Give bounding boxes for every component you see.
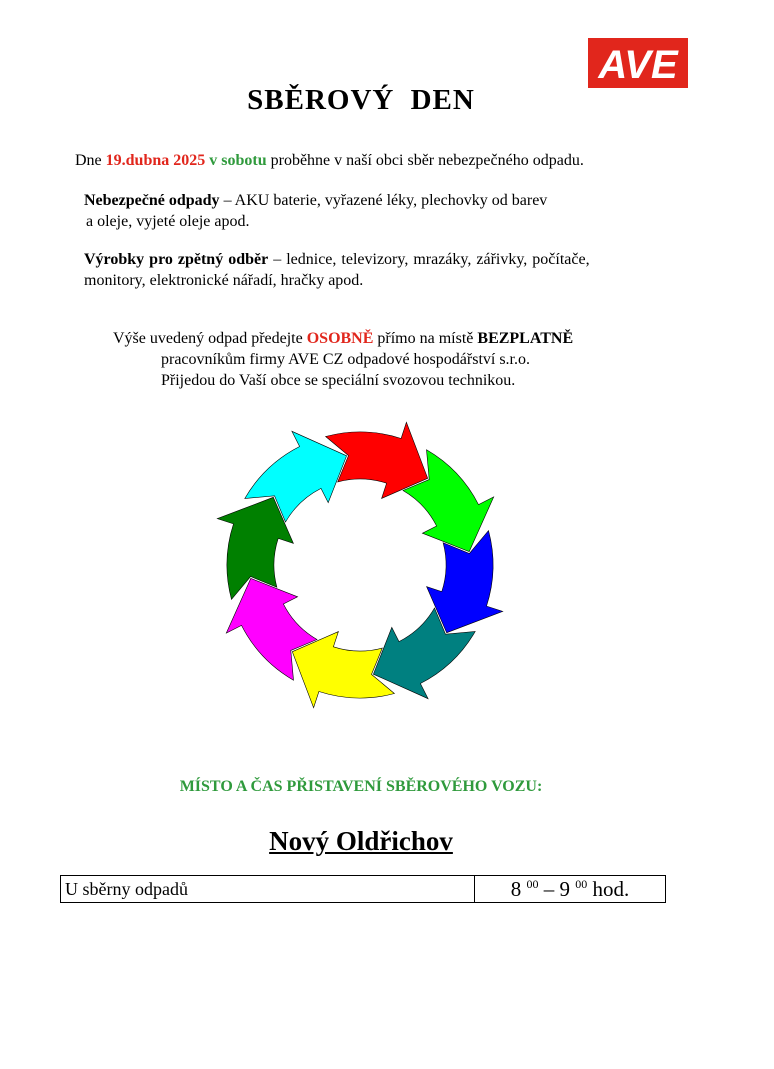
returnable-label: Výrobky pro zpětný odběr <box>84 251 269 268</box>
logo-text: AVE <box>598 43 678 87</box>
ave-logo <box>588 38 688 88</box>
handover-personally: OSOBNĚ <box>306 330 374 347</box>
town-name: Nový Oldřichov <box>269 826 453 856</box>
hazardous-label: Nebezpečné odpady <box>84 192 220 209</box>
schedule-table <box>60 875 666 903</box>
hazardous-line-1 <box>84 190 547 211</box>
intro-pre: Dne <box>75 152 106 169</box>
time-from-minutes: 00 <box>526 876 539 891</box>
time-to-minutes: 00 <box>575 876 588 891</box>
hazardous-text-1: – AKU baterie, vyřazené léky, plechovky od barev <box>219 192 548 209</box>
recycle-arrows-icon <box>200 420 520 710</box>
returnable-line-1 <box>84 249 590 270</box>
handover-pre: Výše uvedený odpad předejte <box>113 330 307 347</box>
place-time-heading: MÍSTO A ČAS PŘISTAVENÍ SBĚROVÉHO VOZU: <box>179 778 543 795</box>
handover-mid: přímo na místě <box>373 330 478 347</box>
collection-date: 19.dubna 2025 <box>105 152 206 169</box>
time-to-hour: 9 <box>559 876 570 901</box>
hazardous-line-2: a oleje, vyjeté oleje apod. <box>86 213 250 230</box>
returnable-text-1: – lednice, televizory, mrazáky, zářivky, počítače, <box>268 251 590 268</box>
time-from-hour: 8 <box>510 876 522 901</box>
handover-line-3: Přijedou do Vaší obce se speciální svozovou technikou. <box>161 372 516 389</box>
collection-day: v sobotu <box>205 152 267 169</box>
intro-line <box>75 150 584 171</box>
time-unit: hod. <box>587 876 630 901</box>
page-title: SBĚROVÝ DEN <box>247 84 475 116</box>
handover-line-1 <box>113 328 573 349</box>
handover-line-2: pracovníkům firmy AVE CZ odpadové hospodářství s.r.o. <box>161 351 530 368</box>
intro-post: proběhne v naší obci sběr nebezpečného odpadu. <box>266 152 584 169</box>
handover-free: BEZPLATNĚ <box>477 330 574 347</box>
schedule-place: U sběrny odpadů <box>61 876 475 903</box>
table-row <box>61 876 666 903</box>
returnable-line-2: monitory, elektronické nářadí, hračky apod. <box>84 272 364 289</box>
time-dash: – <box>538 876 560 901</box>
schedule-time <box>475 876 666 903</box>
